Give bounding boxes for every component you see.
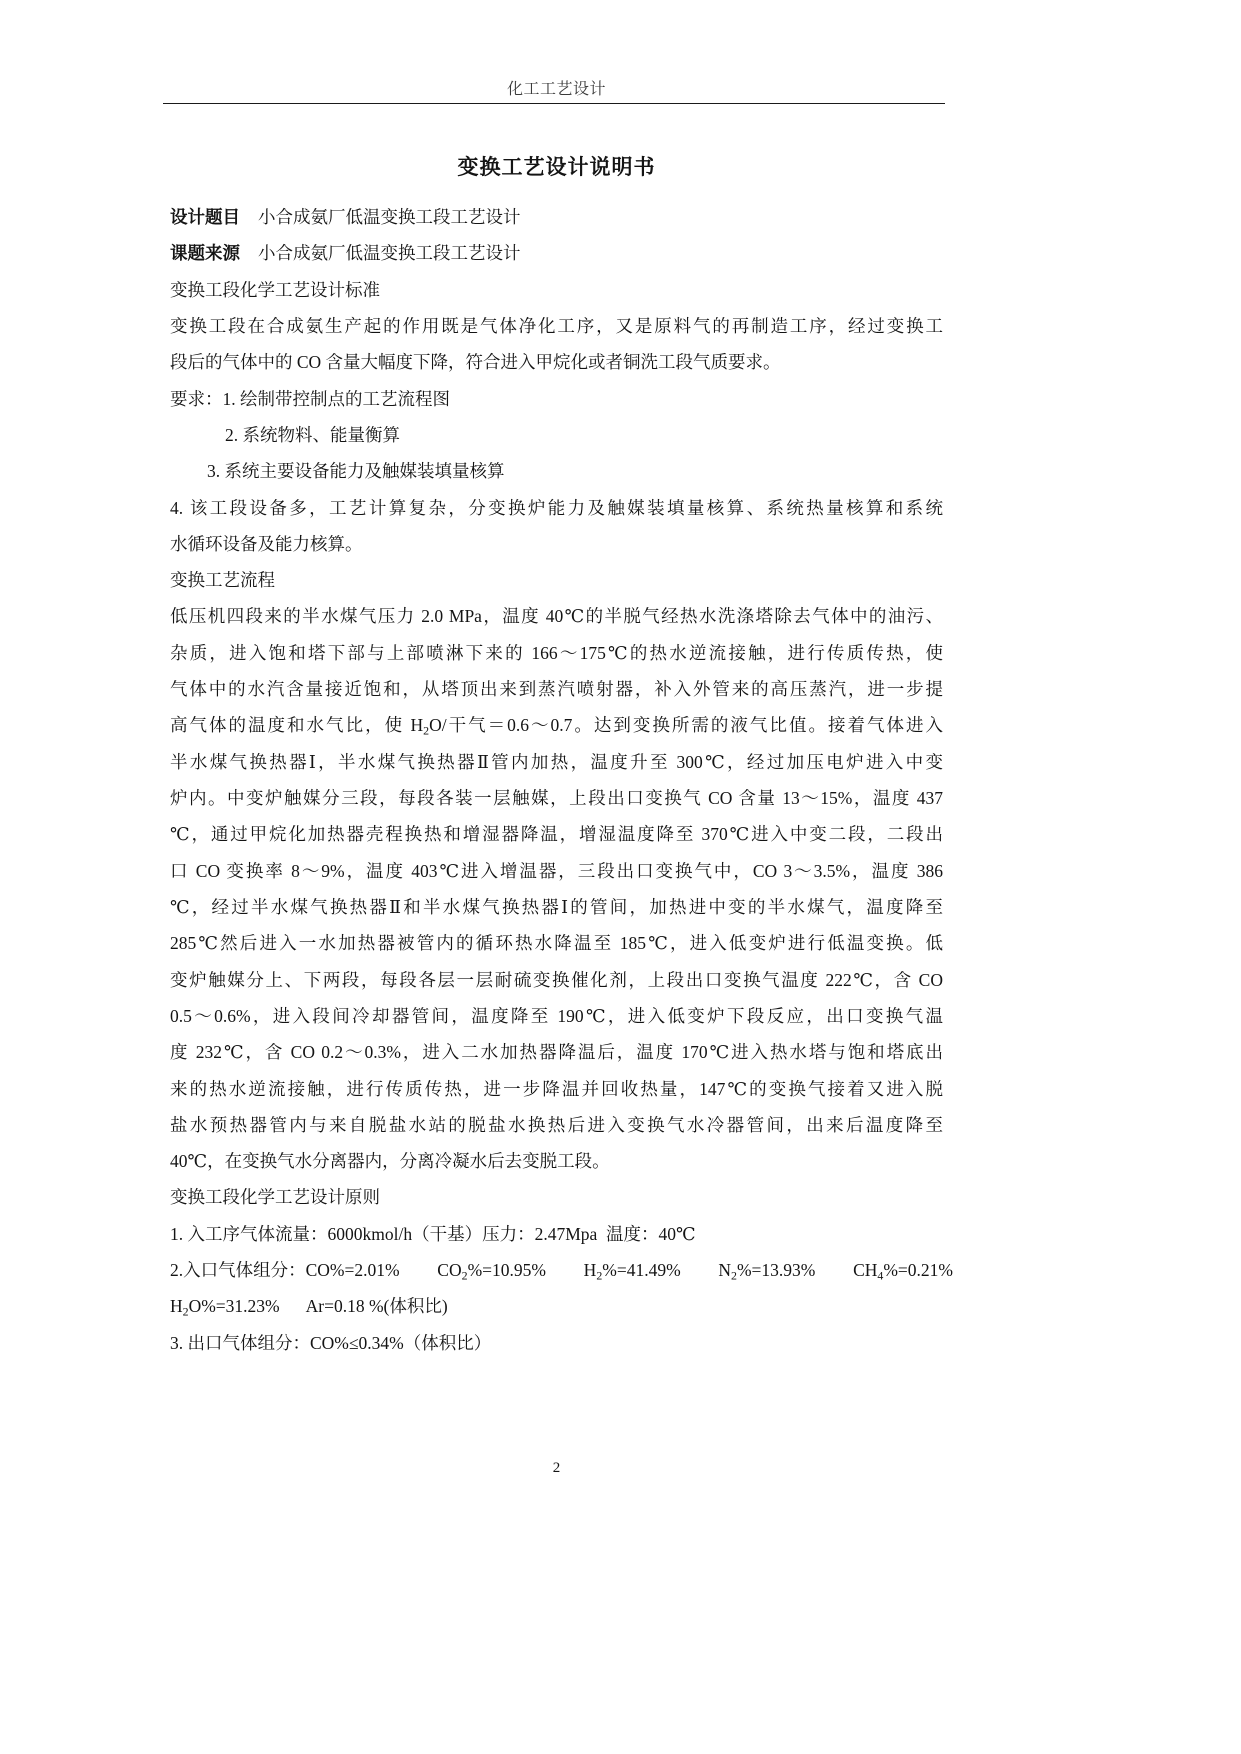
gas-value: %=0.21%	[883, 1260, 953, 1281]
gas-formula: H	[583, 1260, 597, 1281]
subscript: 2	[596, 1268, 603, 1283]
topic-source-value: 小合成氨厂低温变换工段工艺设计	[258, 243, 521, 264]
document-body	[170, 199, 953, 1361]
gas-component	[584, 1252, 681, 1288]
process-line: 变炉触媒分上、下两段，每段各层一层耐硫变换催化剂，上段出口变换气温度 222℃，含 CO	[170, 969, 943, 990]
gas-value: O%=31.23%	[188, 1296, 280, 1317]
process-line: 气体中的水汽含量接近饱和，从塔顶出来到蒸汽喷射器，补入外管来的高压蒸汽，进一步提	[170, 679, 943, 700]
process-line: 杂质，进入饱和塔下部与上部喷淋下来的 166～175℃的热水逆流接触，进行传质传热，使	[170, 642, 943, 663]
page-number: 2	[552, 1460, 561, 1476]
document-title: 变换工艺设计说明书	[457, 155, 656, 179]
gas-formula: CH	[853, 1260, 878, 1281]
principle-item	[170, 1216, 943, 1252]
principle-item	[170, 1252, 953, 1288]
gas-value: %=13.93%	[736, 1260, 816, 1281]
process-line: 来的热水逆流接触，进行传质传热，进一步降温并回收热量，147℃的变换气接着又进入脱	[170, 1078, 943, 1099]
process-line: ℃，经过半水煤气换热器Ⅱ和半水煤气换热器Ⅰ的管间，加热进中变的半水煤气，温度降至	[170, 896, 943, 917]
design-topic-value: 小合成氨厂低温变换工段工艺设计	[258, 207, 521, 227]
process-line: 低压机四段来的半水煤气压力 2.0 MPa，温度 40℃的半脱气经热水洗涤塔除去气体中的油污、	[170, 606, 943, 627]
gas-formula: CO	[437, 1260, 462, 1281]
gas-component	[170, 1252, 400, 1288]
gas-component-text: Ar=0.18 %(体积比)	[305, 1296, 448, 1317]
subscript: 2	[423, 723, 430, 738]
gas-formula: N	[718, 1260, 732, 1281]
topic-source-label: 课题来源	[170, 243, 240, 264]
process-line: 40℃，在变换气水分离器内，分离冷凝水后去变脱工段。	[170, 1151, 610, 1172]
gas-component	[853, 1252, 953, 1288]
inlet-composition-row	[170, 1252, 953, 1288]
gas-component	[437, 1252, 546, 1288]
section-heading-process: 变换工艺流程	[170, 570, 275, 591]
paragraph-line: 变换工段在合成氨生产起的作用既是气体净化工序，又是原料气的再制造工序，经过变换工	[170, 315, 943, 336]
process-line-text: 高气体的温度和水气比，使 H	[170, 715, 424, 736]
requirement-item: 2. 系统物料、能量衡算	[225, 424, 400, 445]
process-line: 盐水预热器管内与来自脱盐水站的脱盐水换热后进入变换气水冷器管间，出来后温度降至	[170, 1114, 943, 1135]
design-topic-line	[170, 199, 943, 235]
requirement-item: 4. 该工段设备多，工艺计算复杂，分变换炉能力及触媒装填量核算、系统热量核算和系统	[170, 497, 943, 518]
running-header: 化工工艺设计	[506, 81, 606, 98]
process-line: 半水煤气换热器Ⅰ，半水煤气换热器Ⅱ管内加热，温度升至 300℃，经过加压电炉进入中变	[170, 751, 943, 772]
requirement-item: 3. 系统主要设备能力及触媒装填量核算	[207, 461, 505, 482]
gas-value: %=41.49%	[602, 1260, 681, 1281]
requirements-line	[170, 381, 943, 417]
process-line: 炉内。中变炉触媒分三段，每段各装一层触媒，上段出口变换气 CO 含量 13～15%，温度 437	[170, 788, 943, 808]
process-line: 度 232℃，含 CO 0.2～0.3%，进入二水加热器降温后，温度 170℃进入热水塔与饱和塔底出	[170, 1042, 943, 1063]
requirement-item-continued: 水循环设备及能力核算。	[170, 533, 363, 554]
principle-item-text: 1. 入工序气体流量：6000kmol/h（干基）压力：2.47Mpa 温度：40℃	[170, 1223, 696, 1244]
section-heading-principles: 变换工段化学工艺设计原则	[170, 1187, 380, 1208]
subscript: 2	[461, 1268, 468, 1283]
principle-item-continued	[170, 1288, 943, 1324]
requirements-label: 要求：	[170, 388, 223, 409]
subscript: 2	[731, 1268, 737, 1283]
principle-item-prefix: 2.入口气体组分：	[170, 1260, 306, 1281]
principle-item: 3. 出口气体组分：CO%≤0.34%（体积比）	[170, 1332, 492, 1353]
gas-component-text: CO%=2.01%	[305, 1260, 400, 1281]
paragraph-line: 段后的气体中的 CO 含量大幅度下降，符合进入甲烷化或者铜洗工段气质要求。	[170, 352, 781, 373]
section-heading-standards: 变换工段化学工艺设计标准	[170, 279, 380, 300]
gas-component	[170, 1288, 280, 1324]
header-rule	[163, 103, 945, 104]
inlet-composition-row	[170, 1288, 943, 1324]
process-line-text: O/干气＝0.6～0.7。达到变换所需的液气比值。接着气体进入	[429, 715, 943, 736]
gas-value: %=10.95%	[467, 1260, 546, 1281]
process-line: 285℃然后进入一水加热器被管内的循环热水降温至 185℃，进入低变炉进行低温变换。低	[170, 933, 943, 954]
subscript: 4	[877, 1268, 884, 1283]
gas-component	[306, 1288, 448, 1324]
gas-component	[718, 1252, 815, 1288]
subscript: 2	[182, 1304, 189, 1319]
design-topic-label: 设计题目	[170, 207, 240, 227]
gas-formula: H	[170, 1296, 183, 1317]
process-line: 口 CO 变换率 8～9%，温度 403℃进入增温器，三段出口变换气中，CO 3～3.5%，温度 386	[170, 860, 943, 881]
process-line: 0.5～0.6%，进入段间冷却器管间，温度降至 190℃，进入低变炉下段反应，出口变换气温	[170, 1005, 943, 1026]
process-line	[170, 707, 943, 743]
topic-source-line	[170, 235, 943, 271]
requirement-item: 1. 绘制带控制点的工艺流程图	[222, 388, 450, 409]
process-line: ℃，通过甲烷化加热器壳程换热和增湿器降温，增湿温度降至 370℃进入中变二段，二段出	[170, 824, 943, 845]
